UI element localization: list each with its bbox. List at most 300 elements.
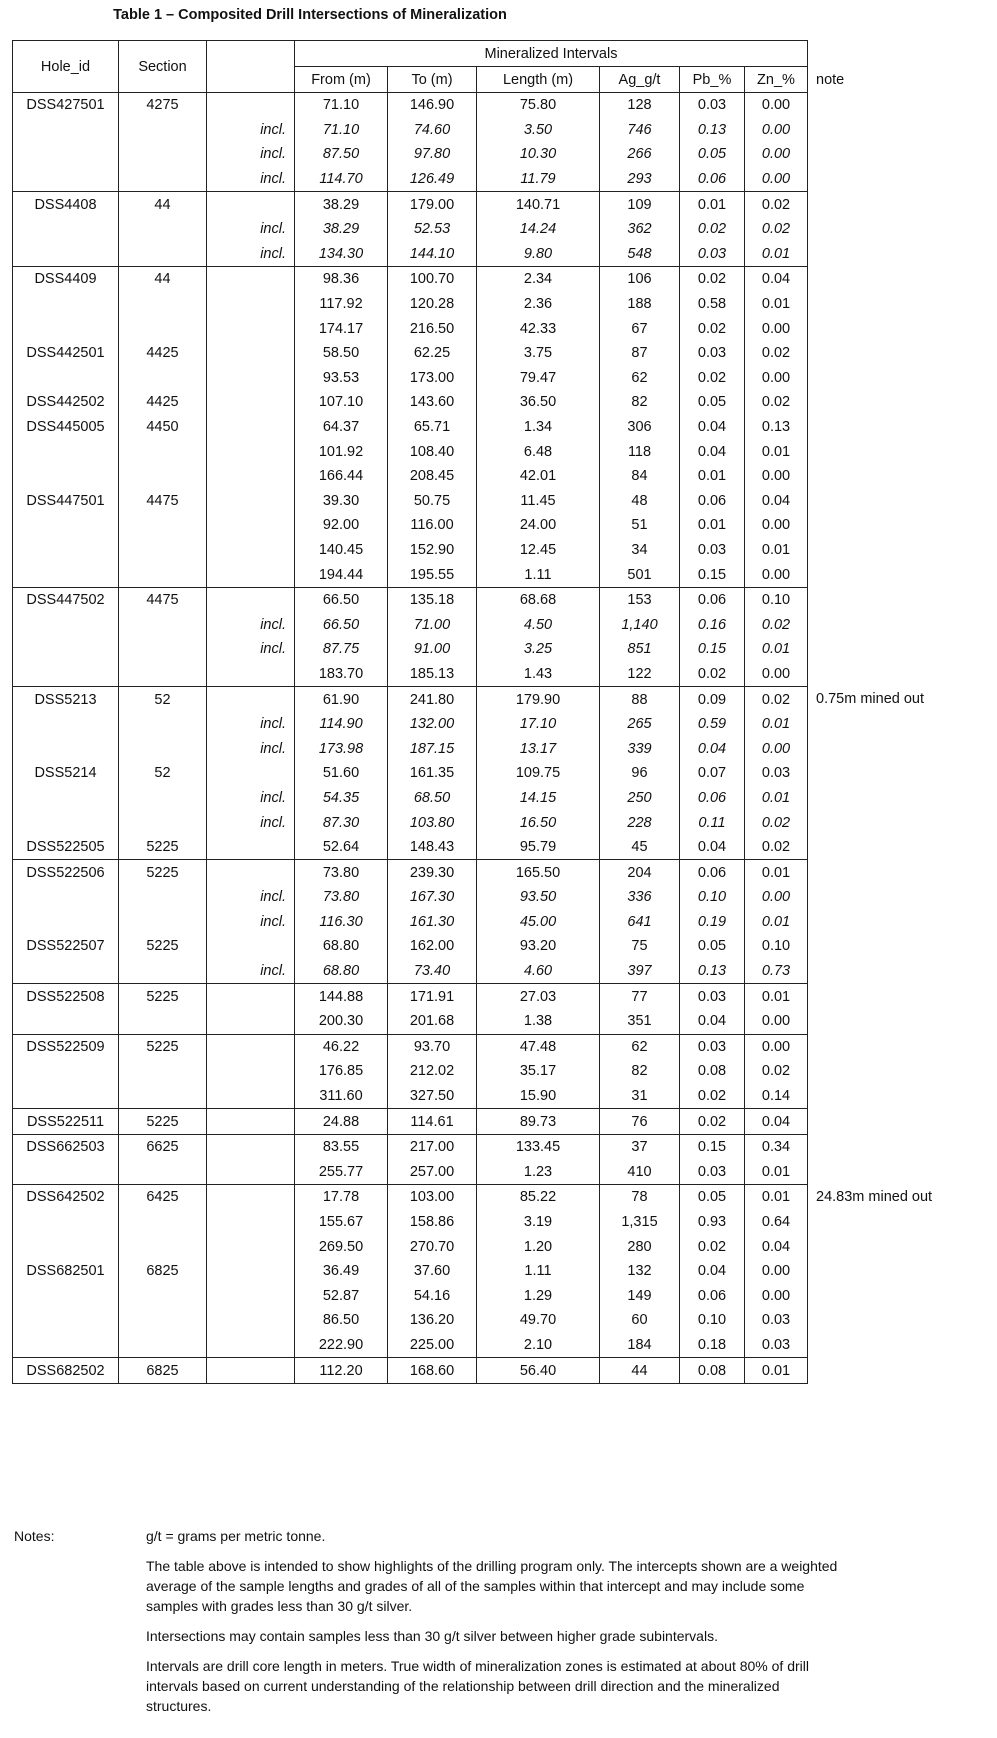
cell-incl	[207, 984, 295, 1009]
cell-section	[119, 242, 207, 267]
cell-note	[808, 217, 958, 242]
table-row	[13, 959, 958, 984]
cell-incl	[207, 93, 295, 118]
cell-length: 93.50	[477, 885, 600, 910]
cell-note	[808, 1308, 958, 1333]
cell-pb: 0.04	[680, 415, 745, 440]
table-row	[13, 93, 958, 118]
table-row	[13, 1234, 958, 1259]
cell-note	[808, 1134, 958, 1159]
table-row	[13, 1333, 958, 1358]
cell-pb: 0.58	[680, 292, 745, 317]
cell-pb: 0.03	[680, 341, 745, 366]
cell-ag: 67	[600, 316, 680, 341]
cell-hole-id: DSS522506	[13, 860, 119, 885]
cell-to: 136.20	[388, 1308, 477, 1333]
cell-length: 1.29	[477, 1284, 600, 1309]
cell-note	[808, 415, 958, 440]
cell-incl	[207, 1308, 295, 1333]
cell-hole-id: DSS522508	[13, 984, 119, 1009]
cell-ag: 293	[600, 167, 680, 192]
cell-from: 200.30	[295, 1009, 388, 1034]
cell-note	[808, 786, 958, 811]
cell-section	[119, 513, 207, 538]
cell-hole-id	[13, 316, 119, 341]
cell-pb: 0.07	[680, 761, 745, 786]
cell-note	[808, 316, 958, 341]
cell-to: 239.30	[388, 860, 477, 885]
cell-incl: incl.	[207, 118, 295, 143]
cell-ag: 280	[600, 1234, 680, 1259]
cell-zn: 0.02	[745, 687, 808, 712]
cell-length: 14.24	[477, 217, 600, 242]
cell-ag: 76	[600, 1109, 680, 1135]
table-row	[13, 366, 958, 391]
cell-to: 179.00	[388, 192, 477, 217]
cell-hole-id	[13, 959, 119, 984]
cell-section: 5225	[119, 835, 207, 860]
cell-length: 15.90	[477, 1084, 600, 1109]
cell-to: 135.18	[388, 587, 477, 612]
header-note: note	[816, 71, 845, 88]
cell-to: 161.35	[388, 761, 477, 786]
cell-incl	[207, 662, 295, 687]
table-title: Table 1 – Composited Drill Intersections of Mineralization	[113, 7, 507, 23]
cell-zn: 0.00	[745, 1259, 808, 1284]
table-row	[13, 513, 958, 538]
cell-section	[119, 118, 207, 143]
cell-section	[119, 612, 207, 637]
cell-zn: 0.02	[745, 341, 808, 366]
cell-section	[119, 1234, 207, 1259]
cell-pb: 0.02	[680, 366, 745, 391]
table-row	[13, 1185, 958, 1210]
cell-pb: 0.01	[680, 192, 745, 217]
cell-from: 92.00	[295, 513, 388, 538]
cell-from: 114.70	[295, 167, 388, 192]
cell-length: 9.80	[477, 242, 600, 267]
cell-to: 171.91	[388, 984, 477, 1009]
cell-length: 179.90	[477, 687, 600, 712]
cell-hole-id	[13, 513, 119, 538]
cell-note	[808, 910, 958, 935]
cell-ag: 88	[600, 687, 680, 712]
cell-section: 52	[119, 687, 207, 712]
cell-to: 116.00	[388, 513, 477, 538]
note-item: Intervals are drill core length in meters. True width of mineralization zones is estimated at about 80% of drill intervals based on current understanding of the relationship between drill direction and the mineralized structures.	[146, 1658, 809, 1714]
cell-section	[119, 1210, 207, 1235]
table-row	[13, 835, 958, 860]
cell-incl	[207, 934, 295, 959]
table-row	[13, 390, 958, 415]
cell-incl	[207, 415, 295, 440]
cell-pb: 0.11	[680, 810, 745, 835]
cell-note	[808, 1259, 958, 1284]
cell-length: 89.73	[477, 1109, 600, 1135]
cell-to: 257.00	[388, 1160, 477, 1185]
table-row	[13, 1109, 958, 1135]
notes-body	[146, 1526, 846, 1726]
cell-to: 216.50	[388, 316, 477, 341]
table-row	[13, 761, 958, 786]
cell-length: 3.50	[477, 118, 600, 143]
cell-zn: 0.01	[745, 910, 808, 935]
cell-from: 166.44	[295, 464, 388, 489]
cell-hole-id: DSS442501	[13, 341, 119, 366]
header-mineralized-intervals: Mineralized Intervals	[295, 41, 808, 67]
cell-ag: 45	[600, 835, 680, 860]
cell-incl	[207, 835, 295, 860]
cell-ag: 501	[600, 562, 680, 587]
cell-length: 1.43	[477, 662, 600, 687]
cell-note	[808, 439, 958, 464]
cell-section: 6625	[119, 1134, 207, 1159]
cell-note	[808, 1034, 958, 1059]
cell-section: 5225	[119, 1034, 207, 1059]
cell-ag: 75	[600, 934, 680, 959]
cell-section	[119, 142, 207, 167]
cell-from: 51.60	[295, 761, 388, 786]
cell-section	[119, 1284, 207, 1309]
cell-from: 101.92	[295, 439, 388, 464]
table-row	[13, 1259, 958, 1284]
cell-hole-id: DSS662503	[13, 1134, 119, 1159]
cell-to: 187.15	[388, 736, 477, 761]
cell-ag: 106	[600, 267, 680, 292]
cell-incl	[207, 489, 295, 514]
cell-pb: 0.05	[680, 1185, 745, 1210]
table-row	[13, 316, 958, 341]
cell-to: 114.61	[388, 1109, 477, 1135]
cell-length: 45.00	[477, 910, 600, 935]
cell-length: 35.17	[477, 1059, 600, 1084]
cell-length: 10.30	[477, 142, 600, 167]
cell-note	[808, 934, 958, 959]
cell-pb: 0.02	[680, 217, 745, 242]
cell-pb: 0.93	[680, 1210, 745, 1235]
cell-length: 3.19	[477, 1210, 600, 1235]
cell-zn: 0.00	[745, 513, 808, 538]
cell-ag: 62	[600, 366, 680, 391]
cell-length: 2.10	[477, 1333, 600, 1358]
cell-to: 37.60	[388, 1259, 477, 1284]
cell-length: 27.03	[477, 984, 600, 1009]
cell-hole-id	[13, 242, 119, 267]
cell-zn: 0.02	[745, 612, 808, 637]
cell-note	[808, 835, 958, 860]
cell-ag: 265	[600, 712, 680, 737]
cell-zn: 0.01	[745, 860, 808, 885]
cell-note	[808, 1160, 958, 1185]
cell-ag: 84	[600, 464, 680, 489]
cell-pb: 0.15	[680, 637, 745, 662]
cell-zn: 0.04	[745, 1234, 808, 1259]
cell-section: 52	[119, 761, 207, 786]
cell-to: 68.50	[388, 786, 477, 811]
cell-length: 93.20	[477, 934, 600, 959]
cell-incl: incl.	[207, 167, 295, 192]
cell-to: 120.28	[388, 292, 477, 317]
table-row	[13, 1210, 958, 1235]
cell-hole-id	[13, 217, 119, 242]
cell-section: 4475	[119, 587, 207, 612]
cell-from: 73.80	[295, 860, 388, 885]
cell-from: 73.80	[295, 885, 388, 910]
cell-pb: 0.03	[680, 242, 745, 267]
table-row	[13, 662, 958, 687]
cell-from: 71.10	[295, 118, 388, 143]
cell-to: 225.00	[388, 1333, 477, 1358]
cell-section	[119, 1160, 207, 1185]
cell-hole-id: DSS522505	[13, 835, 119, 860]
cell-hole-id	[13, 464, 119, 489]
cell-hole-id	[13, 910, 119, 935]
cell-ag: 184	[600, 1333, 680, 1358]
cell-zn: 0.01	[745, 1160, 808, 1185]
cell-pb: 0.04	[680, 1009, 745, 1034]
cell-hole-id	[13, 1009, 119, 1034]
cell-to: 54.16	[388, 1284, 477, 1309]
cell-section	[119, 316, 207, 341]
cell-hole-id	[13, 1059, 119, 1084]
cell-length: 14.15	[477, 786, 600, 811]
cell-incl	[207, 1333, 295, 1358]
cell-incl	[207, 687, 295, 712]
cell-to: 108.40	[388, 439, 477, 464]
cell-note	[808, 1109, 958, 1135]
cell-note	[808, 1333, 958, 1358]
cell-pb: 0.05	[680, 390, 745, 415]
cell-section	[119, 736, 207, 761]
cell-pb: 0.08	[680, 1358, 745, 1384]
cell-to: 74.60	[388, 118, 477, 143]
cell-from: 36.49	[295, 1259, 388, 1284]
cell-length: 11.45	[477, 489, 600, 514]
cell-note	[808, 118, 958, 143]
cell-incl: incl.	[207, 612, 295, 637]
cell-incl	[207, 316, 295, 341]
cell-incl	[207, 1134, 295, 1159]
cell-zn: 0.00	[745, 1034, 808, 1059]
cell-note	[808, 341, 958, 366]
cell-note	[808, 761, 958, 786]
cell-ag: 34	[600, 538, 680, 563]
cell-ag: 746	[600, 118, 680, 143]
cell-zn: 0.01	[745, 1358, 808, 1384]
cell-to: 132.00	[388, 712, 477, 737]
cell-note	[808, 662, 958, 687]
cell-length: 13.17	[477, 736, 600, 761]
cell-to: 270.70	[388, 1234, 477, 1259]
cell-incl: incl.	[207, 810, 295, 835]
cell-zn: 0.01	[745, 637, 808, 662]
cell-to: 158.86	[388, 1210, 477, 1235]
cell-section	[119, 1308, 207, 1333]
table-row	[13, 1009, 958, 1034]
cell-pb: 0.03	[680, 1034, 745, 1059]
cell-hole-id	[13, 118, 119, 143]
cell-section	[119, 1333, 207, 1358]
cell-note	[808, 959, 958, 984]
cell-note	[808, 1284, 958, 1309]
cell-note	[808, 538, 958, 563]
cell-hole-id	[13, 810, 119, 835]
table-row	[13, 242, 958, 267]
cell-pb: 0.02	[680, 316, 745, 341]
cell-from: 58.50	[295, 341, 388, 366]
cell-ag: 188	[600, 292, 680, 317]
cell-from: 114.90	[295, 712, 388, 737]
cell-incl: incl.	[207, 885, 295, 910]
cell-from: 98.36	[295, 267, 388, 292]
table-row	[13, 538, 958, 563]
cell-to: 97.80	[388, 142, 477, 167]
cell-incl	[207, 1160, 295, 1185]
cell-ag: 336	[600, 885, 680, 910]
cell-zn: 0.01	[745, 292, 808, 317]
cell-note	[808, 366, 958, 391]
cell-incl: incl.	[207, 242, 295, 267]
cell-to: 201.68	[388, 1009, 477, 1034]
cell-zn: 0.03	[745, 1333, 808, 1358]
cell-ag: 306	[600, 415, 680, 440]
table-row	[13, 1134, 958, 1159]
cell-note	[808, 1009, 958, 1034]
table-row	[13, 1358, 958, 1384]
cell-pb: 0.06	[680, 860, 745, 885]
cell-zn: 0.00	[745, 366, 808, 391]
cell-from: 46.22	[295, 1034, 388, 1059]
cell-length: 42.33	[477, 316, 600, 341]
cell-section: 5225	[119, 984, 207, 1009]
cell-pb: 0.10	[680, 1308, 745, 1333]
cell-pb: 0.05	[680, 142, 745, 167]
cell-zn: 0.10	[745, 934, 808, 959]
cell-ag: 48	[600, 489, 680, 514]
cell-section: 6825	[119, 1259, 207, 1284]
table-row	[13, 1308, 958, 1333]
cell-ag: 851	[600, 637, 680, 662]
cell-zn: 0.00	[745, 93, 808, 118]
cell-length: 24.00	[477, 513, 600, 538]
cell-to: 161.30	[388, 910, 477, 935]
header-hole-id: Hole_id	[13, 41, 119, 93]
cell-hole-id: DSS5214	[13, 761, 119, 786]
cell-hole-id	[13, 786, 119, 811]
cell-ag: 132	[600, 1259, 680, 1284]
cell-hole-id	[13, 142, 119, 167]
cell-to: 241.80	[388, 687, 477, 712]
cell-from: 112.20	[295, 1358, 388, 1384]
cell-zn: 0.04	[745, 1109, 808, 1135]
cell-ag: 122	[600, 662, 680, 687]
cell-pb: 0.02	[680, 662, 745, 687]
cell-ag: 351	[600, 1009, 680, 1034]
cell-section: 4475	[119, 489, 207, 514]
note-item: g/t = grams per metric tonne.	[146, 1528, 326, 1544]
cell-from: 155.67	[295, 1210, 388, 1235]
cell-length: 47.48	[477, 1034, 600, 1059]
cell-from: 24.88	[295, 1109, 388, 1135]
cell-note	[808, 712, 958, 737]
notes-label: Notes:	[14, 1528, 55, 1544]
cell-to: 327.50	[388, 1084, 477, 1109]
cell-note	[808, 167, 958, 192]
table-row	[13, 810, 958, 835]
cell-zn: 0.34	[745, 1134, 808, 1159]
cell-to: 91.00	[388, 637, 477, 662]
cell-note	[808, 93, 958, 118]
cell-hole-id: DSS522511	[13, 1109, 119, 1135]
cell-from: 38.29	[295, 192, 388, 217]
cell-note	[808, 464, 958, 489]
cell-ag: 153	[600, 587, 680, 612]
cell-from: 64.37	[295, 415, 388, 440]
cell-zn: 0.02	[745, 192, 808, 217]
cell-from: 134.30	[295, 242, 388, 267]
cell-section	[119, 366, 207, 391]
cell-to: 167.30	[388, 885, 477, 910]
cell-to: 152.90	[388, 538, 477, 563]
table-row	[13, 415, 958, 440]
table-row	[13, 217, 958, 242]
table-row	[13, 786, 958, 811]
cell-incl	[207, 464, 295, 489]
cell-length: 4.50	[477, 612, 600, 637]
cell-to: 52.53	[388, 217, 477, 242]
cell-section: 4275	[119, 93, 207, 118]
cell-hole-id	[13, 637, 119, 662]
cell-length: 133.45	[477, 1134, 600, 1159]
cell-pb: 0.08	[680, 1059, 745, 1084]
cell-section	[119, 562, 207, 587]
cell-note	[808, 860, 958, 885]
cell-pb: 0.03	[680, 984, 745, 1009]
cell-from: 39.30	[295, 489, 388, 514]
cell-incl	[207, 1358, 295, 1384]
cell-section	[119, 910, 207, 935]
cell-from: 52.64	[295, 835, 388, 860]
cell-length: 85.22	[477, 1185, 600, 1210]
cell-pb: 0.03	[680, 538, 745, 563]
note-item: The table above is intended to show highlights of the drilling program only. The intercepts shown are a weighted average of the sample lengths and grades of all of the samples within that intercept and may include some samples with grades less than 30 g/t silver.	[146, 1558, 838, 1614]
cell-zn: 0.01	[745, 242, 808, 267]
cell-to: 173.00	[388, 366, 477, 391]
cell-pb: 0.10	[680, 885, 745, 910]
cell-from: 54.35	[295, 786, 388, 811]
cell-incl: incl.	[207, 637, 295, 662]
cell-hole-id	[13, 1234, 119, 1259]
cell-pb: 0.15	[680, 1134, 745, 1159]
header-ag: Ag_g/t	[600, 67, 680, 93]
table-row	[13, 1034, 958, 1059]
cell-section	[119, 662, 207, 687]
cell-section	[119, 885, 207, 910]
cell-zn: 0.02	[745, 390, 808, 415]
cell-to: 71.00	[388, 612, 477, 637]
cell-ag: 1,140	[600, 612, 680, 637]
table-row	[13, 142, 958, 167]
cell-section: 4425	[119, 341, 207, 366]
cell-ag: 149	[600, 1284, 680, 1309]
cell-pb: 0.18	[680, 1333, 745, 1358]
cell-incl	[207, 513, 295, 538]
cell-note	[808, 192, 958, 217]
cell-note: 24.83m mined out	[816, 1189, 933, 1206]
cell-section: 5225	[119, 934, 207, 959]
cell-zn: 0.00	[745, 736, 808, 761]
cell-hole-id	[13, 1160, 119, 1185]
